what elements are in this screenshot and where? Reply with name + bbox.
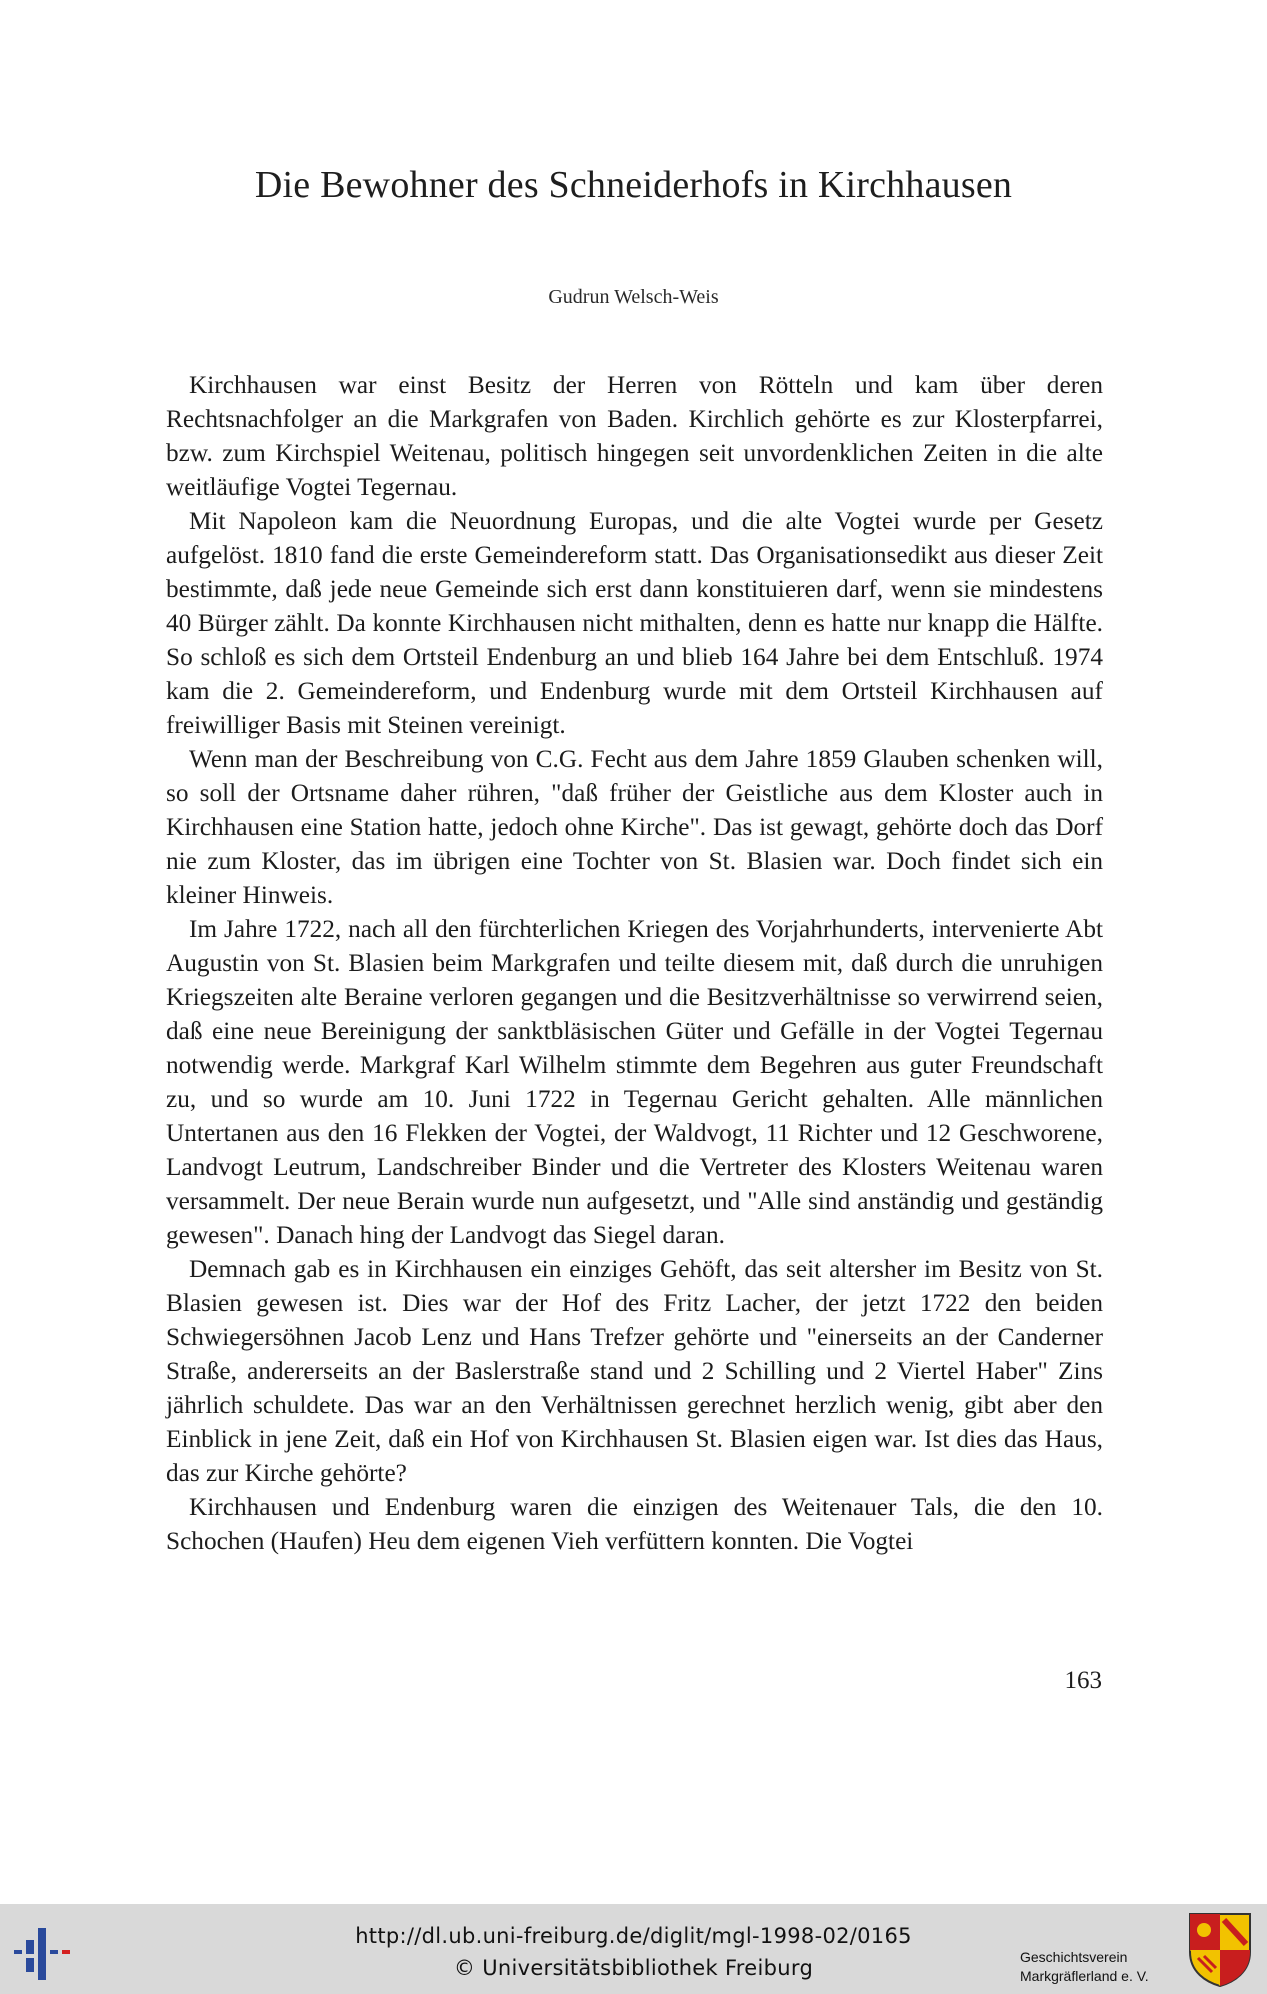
footer-copyright: © Universitätsbibliothek Freiburg [453,1956,814,1980]
coat-of-arms-icon[interactable] [1188,1912,1252,1988]
footer-bar [0,1904,1267,1994]
paragraph: Kirchhausen und Endenburg waren die einzigen des Weitenauer Tals, die den 10. Schochen (Haufen) Heu dem eigenen Vieh verfüttern konnten. Die Vogtei [166,1493,1103,1555]
paragraph: Mit Napoleon kam die Neuordnung Europas, und die alte Vogtei wurde per Gesetz aufgelöst. 1810 fand die erste Gemeindereform statt. Das Organisationsedikt aus dieser Zeit bestimmte, daß jede neue Gemeinde sich erst dann konstituieren darf, wenn sie mindestens 40 Bürger zählt. Da konnte Kirchhausen nicht mithalten, denn es hatte nur knapp die Hälfte. So schloß es sich dem Ortsteil Endenburg an und blieb 164 Jahre bei dem Entschluß. 1974 kam die 2. Gemeindereform, und Endenburg wurde mit dem Ortsteil Kirchhausen auf freiwilliger Basis mit Steinen vereinigt. [166,507,1103,739]
footer-society-name [1020,1948,1149,1986]
article-body [166,368,1103,1558]
article-author: Gudrun Welsch-Weis [548,286,719,308]
society-line: Geschichtsverein [1020,1949,1128,1965]
paragraph: Kirchhausen war einst Besitz der Herren von Rötteln und kam über deren Rechtsnachfolger an die Markgrafen von Baden. Kirchlich gehörte es zur Klosterpfarrei, bzw. zum Kirchspiel Weitenau, politisch hingegen seit unvordenklichen Zeiten in die alte weitläufige Vogtei Tegernau. [166,371,1103,501]
page-number: 163 [1064,1667,1102,1694]
paragraph: Wenn man der Beschreibung von C.G. Fecht aus dem Jahre 1859 Glauben schenken will, so soll der Ortsname daher rühren, "daß früher der Geistliche aus dem Kloster auch in Kirchhausen eine Station hatte, jedoch ohne Kirche". Das ist gewagt, gehörte doch das Dorf nie zum Kloster, das im übrigen eine Tochter von St. Blasien war. Doch findet sich ein kleiner Hinweis. [166,745,1103,909]
society-line: Markgräflerland e. V. [1020,1968,1149,1984]
paragraph: Im Jahre 1722, nach all den fürchterlichen Kriegen des Vorjahrhunderts, intervenierte Abt Augustin von St. Blasien beim Markgrafen und teilte diesem mit, daß durch die unruhigen Kriegszeiten alte Beraine verloren gegangen und die Besitzverhältnisse so verwirrend seien, daß eine neue Bereinigung der sanktbläsischen Güter und Gefälle in der Vogtei Tegernau notwendig werde. Markgraf Karl Wilhelm stimmte dem Begehren aus guter Freundschaft zu, und so wurde am 10. Juni 1722 in Tegernau Gericht gehalten. Alle männlichen Untertanen aus den 16 Flekken der Vogtei, der Waldvogt, 11 Richter und 12 Geschworene, Landvogt Leutrum, Landschreiber Binder und die Vertreter des Klosters Weitenau waren versammelt. Der neue Berain wurde nun aufgesetzt, und "Alle sind anständig und geständig gewesen". Danach hing der Landvogt das Siegel daran. [166,915,1103,1249]
footer-url-link[interactable]: http://dl.ub.uni-freiburg.de/diglit/mgl-1998-02/0165 [355,1924,912,1948]
article-title: Die Bewohner des Schneiderhofs in Kirchhausen [254,164,1013,206]
paragraph: Demnach gab es in Kirchhausen ein einziges Gehöft, das seit altersher im Besitz von St. Blasien gewesen ist. Dies war der Hof des Fritz Lacher, der jetzt 1722 den beiden Schwiegersöhnen Jacob Lenz und Hans Trefzer gehörte und "einerseits an der Canderner Straße, andererseits an der Baslerstraße stand und 2 Schilling und 2 Viertel Haber" Zins jährlich schuldete. Das war an den Verhältnissen gerechnet herzlich wenig, gibt aber den Einblick in jene Zeit, daß ein Hof von Kirchhausen St. Blasien eigen war. Ist dies das Haus, das zur Kirche gehörte? [166,1255,1103,1487]
